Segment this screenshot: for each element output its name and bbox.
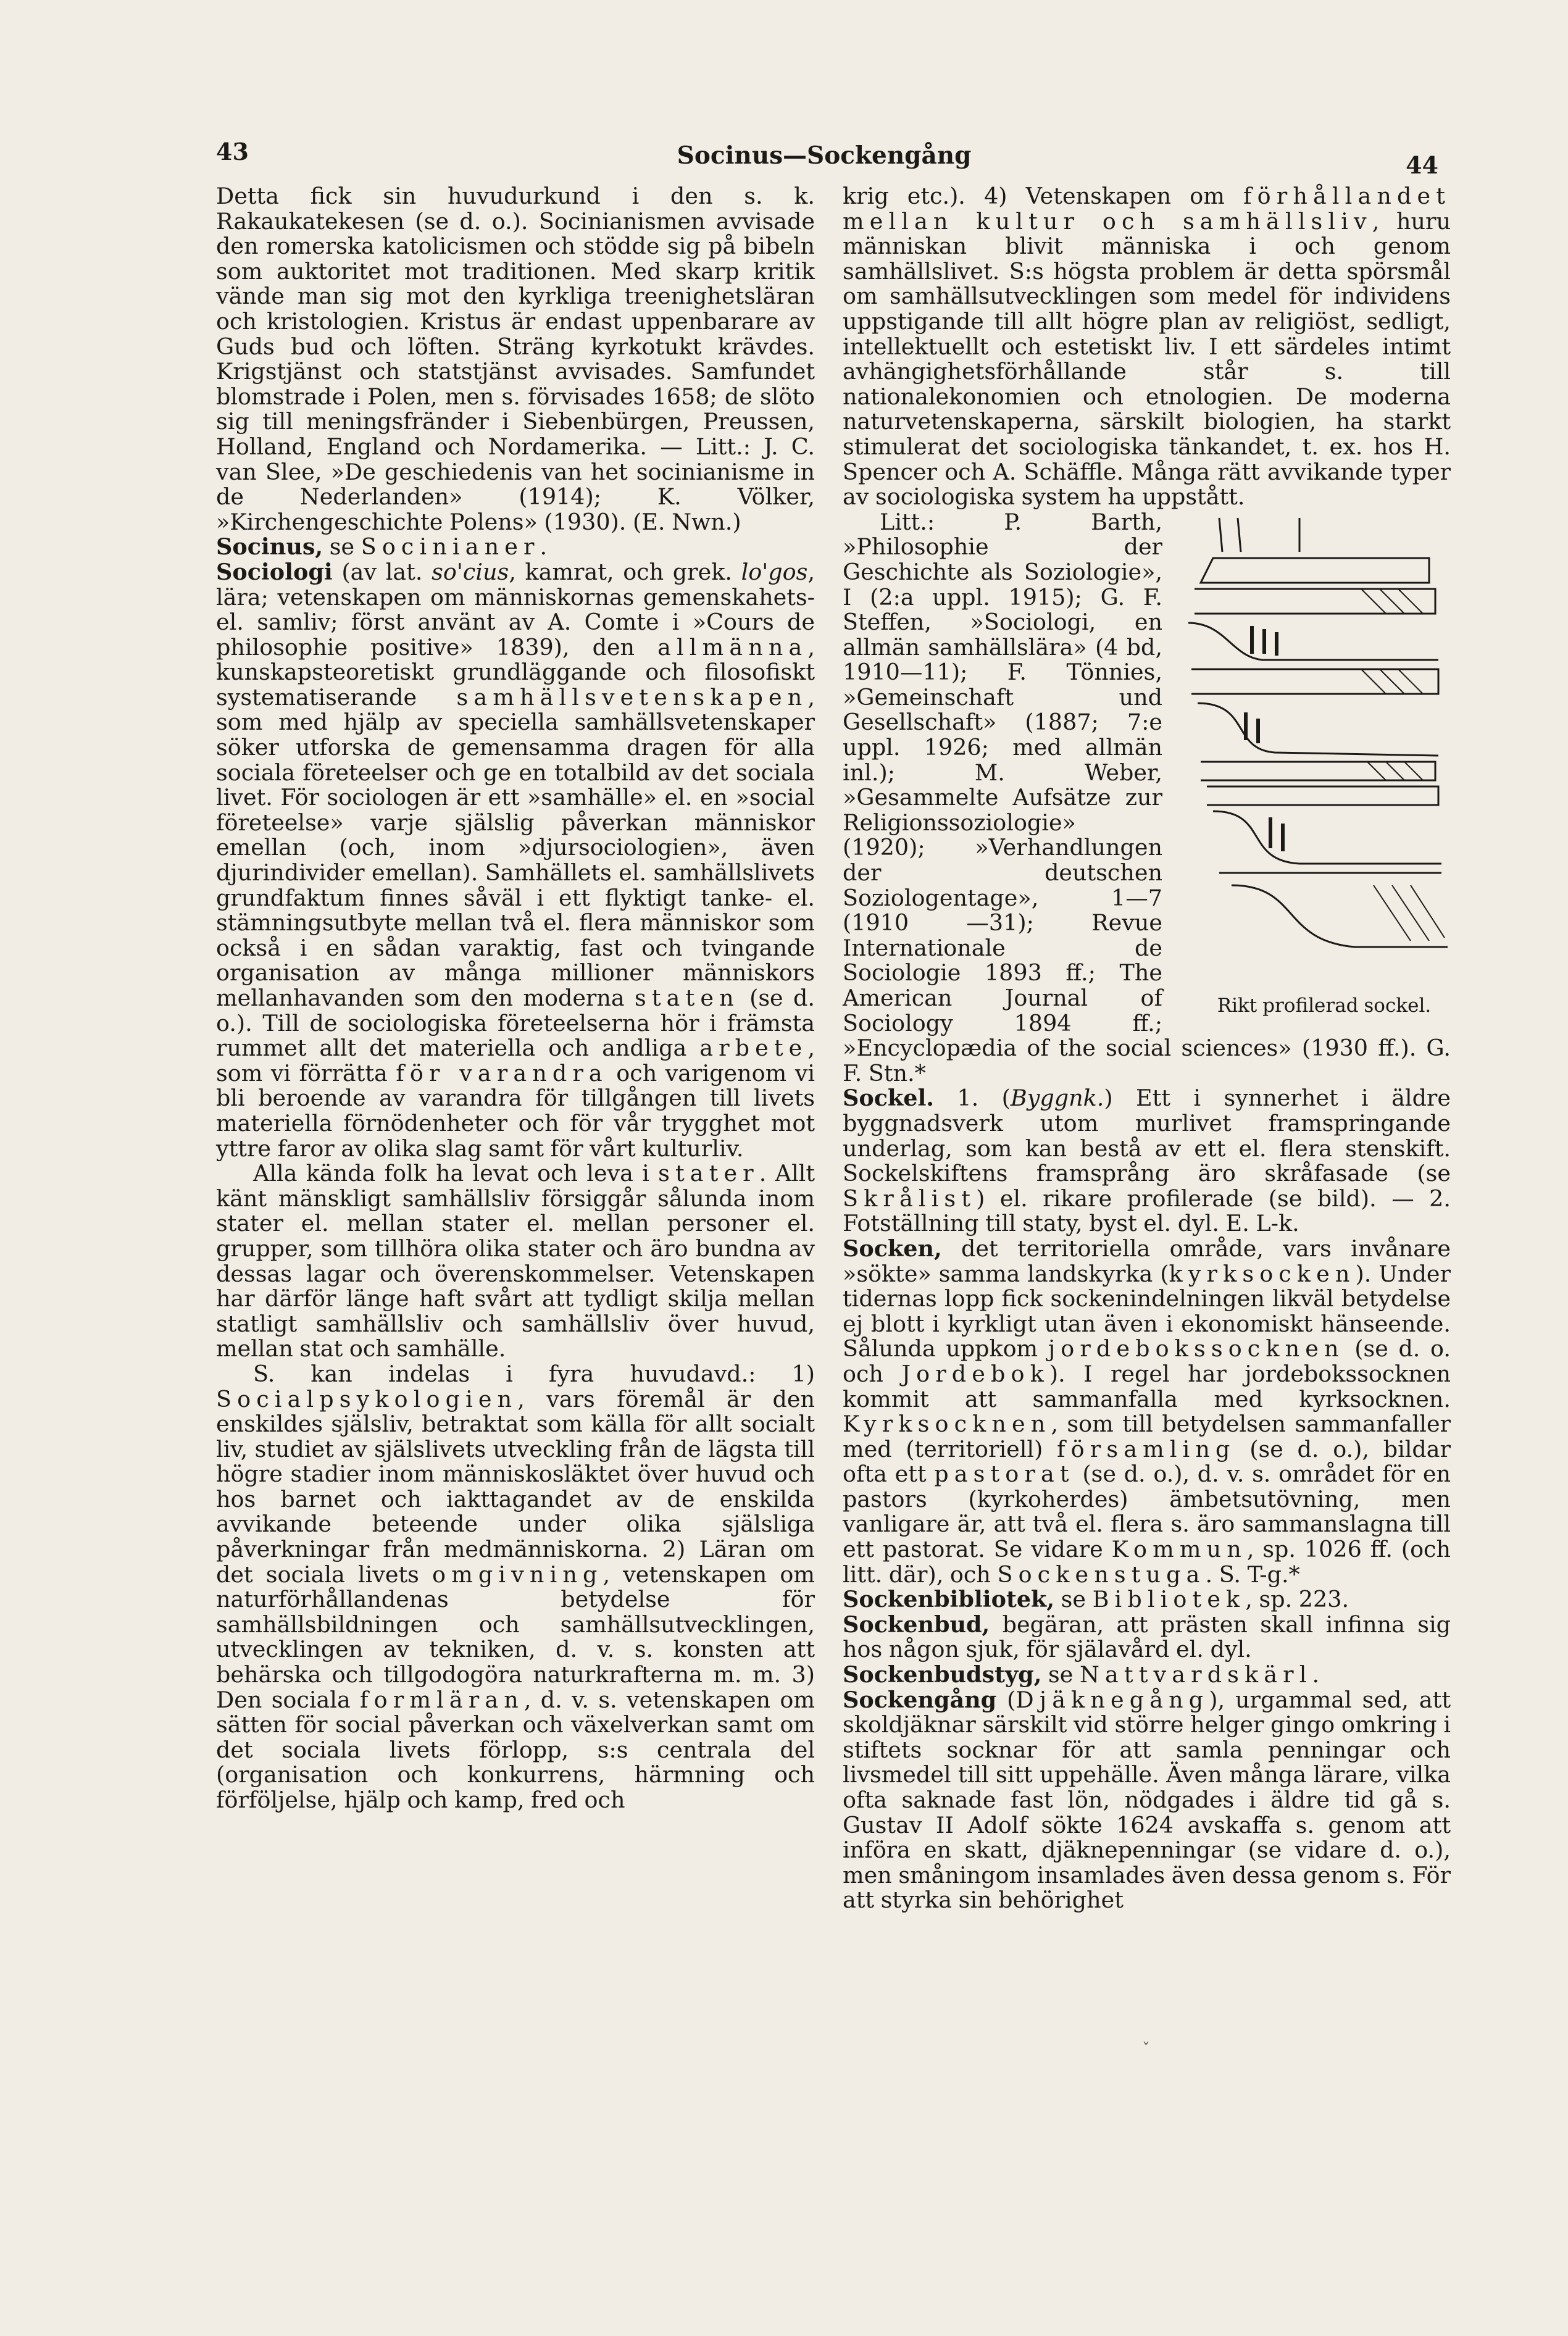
page-number-left: 43 bbox=[216, 138, 249, 165]
page-number-right: 44 bbox=[1406, 151, 1438, 179]
margin-mark: ˇ bbox=[1142, 2040, 1150, 2059]
entry-sociologi: Sociologi (av lat. so'cius, kamrat, och grek. lo'gos, lära; vetenskapen om människornas gemenskahets- el. samliv; först använt av A. Comte i »Cours de philosophie positive» 1839), den allmänna, kunskapsteoretiskt grundläggande och filosofiskt systematiserande samhällsvetenskapen, som med hjälp av speciella samhällsvetenskaper söker utforska de gemensamma dragen för alla sociala företeelser och ge en totalbild av det sociala livet. För sociologen är ett »samhälle» el. en »social företeelse» varje själslig påverkan människor emellan (och, inom »djursociologien», även djurindivider emellan). Samhällets el. samhällslivets grundfaktum finnes såväl i ett flyktigt tanke- el. stämningsutbyte mellan två el. flera människor som också i en sådan varaktig, fast och tvingande organisation av många millioner människors mellanhavanden som den moderna staten (se d. o.). Till de sociologiska företeelserna hör i främsta rummet allt det materiella och andliga arbete, som vi förrätta för varandra och varigenom vi bli beroende av varandra för tillgången till livets materiella förnödenheter och för vår trygghet mot yttre faror av olika slag samt för vårt kulturliv. bbox=[216, 558, 815, 1162]
profiled-plinth-engraving-icon bbox=[1176, 515, 1451, 972]
right-column bbox=[843, 184, 1451, 1913]
paragraph: S. kan indelas i fyra huvudavd.: 1) Socialpsykologien, vars föremål är den enskildes själsliv, betraktat som källa för allt socialt liv, studiet av själslivets utveckling från de lägsta till högre stadier inom människosläktet över huvud och hos barnet och iakttagandet av de enskilda avvikande beteende under olika själsliga påverkningar från medmänniskorna. 2) Läran om det sociala livets omgivning, vetenskapen om naturförhållandenas betydelse för samhällsbildningen och samhällsutvecklingen, utvecklingen av tekniken, d. v. s. konsten att behärska och tillgodogöra naturkrafterna m. m. 3) Den sociala formläran, d. v. s. vetenskapen om sätten för social påverkan och växelverkan samt om det sociala livets förlopp, s:s centrala del (organisation och konkurrens, härmning och förföljelse, hjälp och kamp, fred och bbox=[216, 1360, 815, 1813]
paragraph: krig etc.). 4) Vetenskapen om förhållandet mellan kultur och samhällsliv, huru människan blivit människa i och genom samhällslivet. S:s högsta problem är detta spörsmål om samhällsutvecklingen som medel för individens uppstigande till allt högre plan av religiöst, sedligt, intellektuellt och estetiskt liv. I ett särdeles intimt avhängighetsförhållande står s. till nationalekonomien och etnologien. De moderna naturvetenskaperna, särskilt biologien, ha starkt stimulerat det sociologiska tänkandet, t. ex. hos H. Spencer och A. Schäffle. Många rätt avvikande typer av sociologiska system ha uppstått. bbox=[843, 183, 1451, 511]
entry-socken: Socken, det territoriella område, vars invånare »sökte» samma landskyrka (kyrksocken). Under tidernas lopp fick sockenindelningen likväl betydelse ej blott i kyrkligt utan även i ekonomiskt hänseende. Sålunda uppkom jordebokssocknen (se d. o. och Jordebok). I regel har jordebokssocknen kommit att sammanfalla med kyrksocknen. Kyrksocknen, som till betydelsen sammanfaller med (territoriell) församling (se d. o.), bildar ofta ett pastorat (se d. o.), d. v. s. området för en pastors (kyrkoherdes) ämbetsutövning, men vanligare är, att två el. flera s. äro sammanslagna till ett pastorat. Se vidare Kommun, sp. 1026 ff. (och litt. där), och Sockenstuga. S. T-g.* bbox=[843, 1235, 1451, 1588]
running-header bbox=[210, 133, 1438, 182]
paragraph: Alla kända folk ha levat och leva i stater. Allt känt mänskligt samhällsliv försiggår sålunda inom stater el. mellan stater el. mellan personer el. grupper, som tillhöra olika stater och äro bundna av dessas lagar och överenskommelser. Vetenskapen har därför länge haft svårt att tydligt skilja mellan statligt samhällsliv och samhällsliv över huvud, mellan stat och samhälle. bbox=[216, 1160, 815, 1362]
paragraph: Detta fick sin huvudurkund i den s. k. Rakaukatekesen (se d. o.). Socinianismen avvisade den romerska katolicismen och stödde sig på bibeln som auktoritet mot traditionen. Med skarp kritik vände man sig mot den kyrkliga treenighetsläran och kristologien. Kristus är endast uppenbarare av Guds bud och löften. Sträng kyrkotukt krävdes. Krigstjänst och statstjänst avvisades. Samfundet blomstrade i Polen, men s. förvisades 1658; de slöto sig till meningsfränder i Siebenbürgen, Preussen, Holland, England och Nordamerika. — Litt.: J. C. van Slee, »De geschiedenis van het socinianisme in de Nederlanden» (1914); K. Völker, »Kirchengeschichte Polens» (1930). (E. Nwn.) bbox=[216, 183, 815, 535]
entry-socinus: Socinus, se Socinianer. bbox=[216, 533, 548, 561]
entry-sockenbibliotek: Sockenbibliotek, se Bibliotek, sp. 223. bbox=[843, 1586, 1349, 1613]
entry-sockel: Sockel. 1. (Byggnk.) Ett i synnerhet i äldre byggnadsverk utom murlivet framspringande underlag, som kan bestå av ett el. flera stenskift. Sockelskiftens framsprång äro skråfasade (se Skrålist) el. rikare profilerade (se bild). — 2. Fotställning till staty, byst el. dyl. E. L-k. bbox=[843, 1085, 1451, 1237]
entry-sockengang: Sockengång (Djäknegång), urgammal sed, att skoldjäknar särskilt vid större helger gingo omkring i stiftets socknar för att samla penningar och livsmedel till sitt uppehälle. Även många lärare, vilka ofta saknade fast lön, nödgades i äldre tid gå s. Gustav II Adolf sökte 1624 avskaffa s. genom att införa en skatt, djäknepenningar (se vidare d. o.), men småningom insamlades även dessa genom s. För att styrka sin behörighet bbox=[843, 1686, 1451, 1914]
left-column bbox=[216, 184, 815, 1813]
entry-sockenbud: Sockenbud, begäran, att prästen skall infinna sig hos någon sjuk, för själavård el. dyl. bbox=[843, 1611, 1451, 1663]
figure-caption: Rikt profilerad sockel. bbox=[1217, 994, 1432, 1017]
plinth-figure bbox=[1176, 515, 1451, 1021]
entry-sockenbudstyg: Sockenbudstyg, se Nattvardskärl. bbox=[843, 1661, 1320, 1688]
paragraph: Litt.: P. Barth, »Philosophie der Geschichte als Soziologie», I (2:a uppl. 1915); G. F. Steffen, »Sociologi, en allmän samhällslära» (4 bd, 1910—11); F. Tönnies, »Gemeinschaft und Gesellschaft» (1887; 7:e uppl. 1926; med allmän inl.); M. Weber, »Gesammelte Aufsätze zur Religionssoziologie» (1920); »Verhandlungen der deutschen Soziologentage», 1—7 (1910 —31); Revue Internationale de Sociologie 1893 ff.; The American Journal of Sociology 1894 ff.; »Encyclopædia of the social sciences» (1930 ff.). G. F. Stn.* bbox=[843, 508, 1451, 1087]
running-title: Socinus—Sockengång bbox=[677, 141, 972, 170]
